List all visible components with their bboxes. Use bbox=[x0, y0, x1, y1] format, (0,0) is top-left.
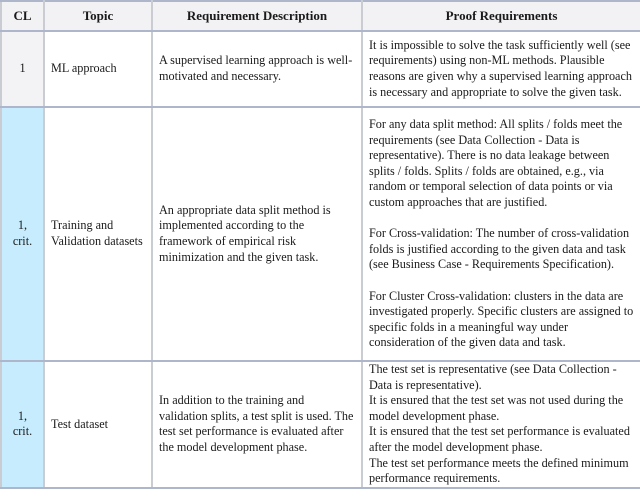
proof-paragraph: The test set is representative (see Data Collection - Data is representative). bbox=[369, 362, 617, 392]
header-cl: CL bbox=[1, 1, 44, 31]
proof-paragraph: The test set performance meets the defined minimum performance requirements. bbox=[369, 455, 629, 486]
proof-paragraph: For Cross-validation: The number of cross-validation folds is justified according to the given data and task (see Business Case - Requirements Specification). bbox=[369, 226, 630, 272]
paragraph-spacer bbox=[369, 273, 634, 289]
proof-cell bbox=[362, 361, 640, 488]
cl-level-cell-critical: 1, crit. bbox=[1, 361, 44, 488]
proof-paragraph: For any data split method: All splits / folds meet the requirements (see Data Collection - Data is representative). There is no data leakage between splits / folds. Splits / folds are obtained, e.g., via random or temporal selection of data points or via custom approaches that are justified. bbox=[369, 117, 623, 210]
table-header-row bbox=[1, 1, 640, 31]
description-cell: A supervised learning approach is well-motivated and necessary. bbox=[152, 31, 362, 107]
proof-paragraph: It is ensured that the test set performance is evaluated after the model development phase. bbox=[369, 424, 630, 454]
proof-paragraph: It is impossible to solve the task sufficiently well (see requirements) using non-ML methods. Plausible reasons are given why a supervised learning approach is necessary and appropriate to solve the given task. bbox=[369, 37, 632, 99]
proof-paragraph: For Cluster Cross-validation: clusters in the data are investigated properly. Specific clusters are assigned to specific folds in a meaningful way under consideration of the given data and task. bbox=[369, 288, 634, 350]
table-row bbox=[1, 107, 640, 361]
cl-level-cell: 1 bbox=[1, 31, 44, 107]
description-cell: An appropriate data split method is implemented according to the framework of empirical risk minimization and the given task. bbox=[152, 107, 362, 361]
table-row bbox=[1, 361, 640, 488]
paragraph-spacer bbox=[369, 211, 634, 227]
proof-cell bbox=[362, 31, 640, 107]
cl-level-cell-critical: 1, crit. bbox=[1, 107, 44, 361]
topic-cell: Training and Validation datasets bbox=[44, 107, 152, 361]
header-proof: Proof Requirements bbox=[362, 1, 640, 31]
proof-paragraph: It is ensured that the test set was not used during the model development phase. bbox=[369, 393, 624, 423]
header-topic: Topic bbox=[44, 1, 152, 31]
header-description: Requirement Description bbox=[152, 1, 362, 31]
topic-cell: ML approach bbox=[44, 31, 152, 107]
proof-cell bbox=[362, 107, 640, 361]
topic-cell: Test dataset bbox=[44, 361, 152, 488]
table-row bbox=[1, 31, 640, 107]
description-cell: In addition to the training and validation splits, a test split is used. The test set performance is evaluated after the model development phase. bbox=[152, 361, 362, 488]
